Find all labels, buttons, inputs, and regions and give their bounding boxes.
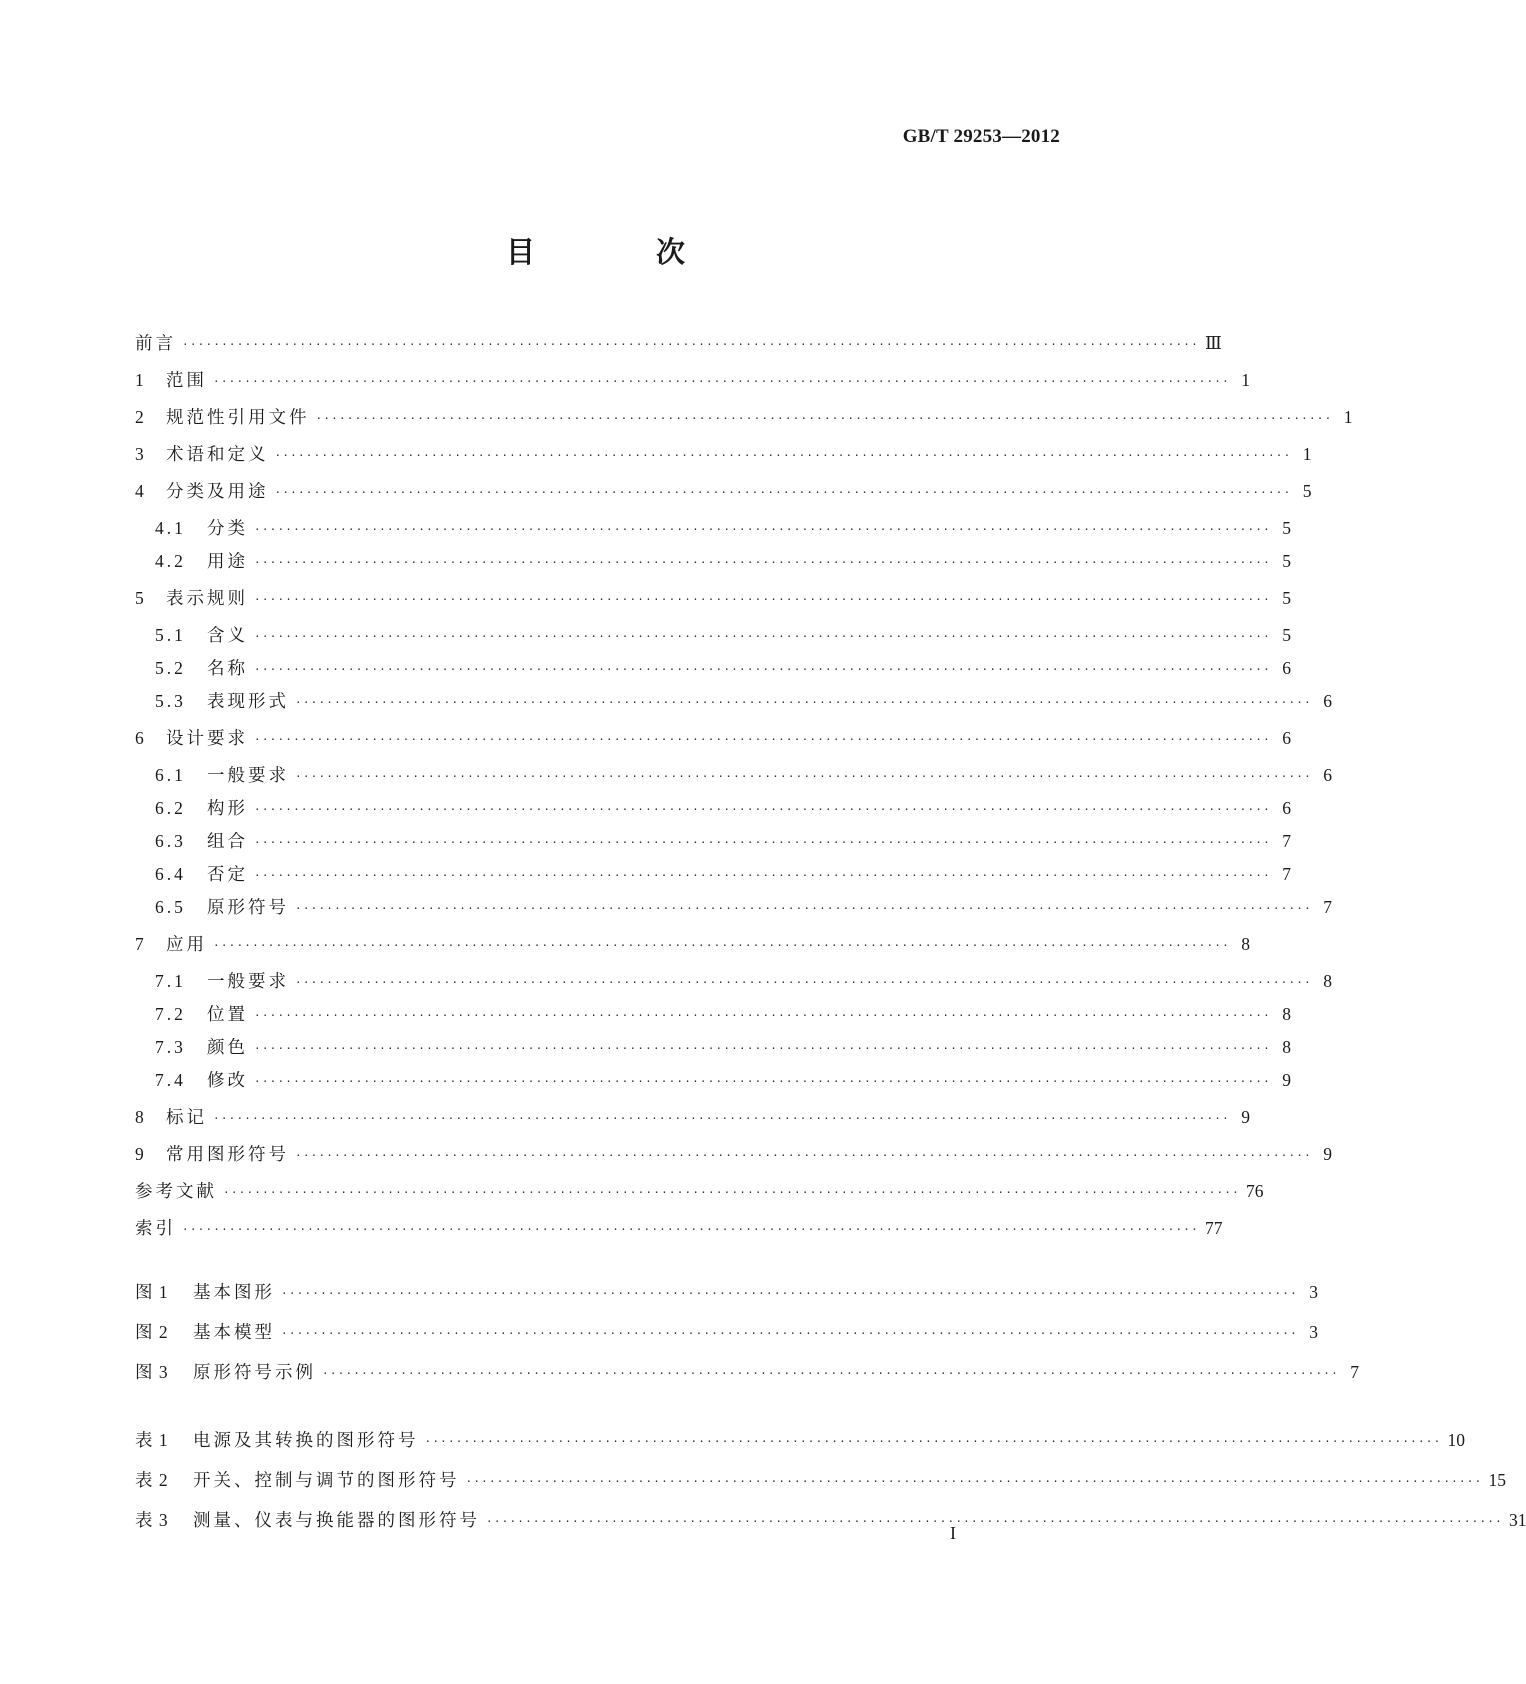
toc-entry-title: 表示规则 bbox=[166, 589, 248, 609]
toc-main-list bbox=[135, 332, 1353, 1242]
table-entry-number: 表 2 bbox=[135, 1470, 169, 1490]
toc-entry[interactable] bbox=[135, 797, 1291, 822]
figure-entry-title: 基本图形 bbox=[193, 1283, 275, 1303]
toc-entry[interactable] bbox=[135, 1143, 1332, 1168]
toc-entry-number: 5.3 bbox=[155, 691, 186, 711]
toc-entry-page: 8 bbox=[1282, 1004, 1291, 1024]
toc-entry-page: 8 bbox=[1282, 1037, 1291, 1057]
dot-leader: ·································································································································· bbox=[182, 338, 1199, 351]
toc-entry-title: 索引 bbox=[135, 1219, 176, 1239]
toc-entry-title: 表现形式 bbox=[207, 692, 289, 712]
toc-entry-title: 原形符号 bbox=[207, 898, 289, 918]
toc-entry[interactable] bbox=[135, 550, 1291, 575]
toc-entry-page: 7 bbox=[1282, 831, 1291, 851]
figure-entry-number: 图 2 bbox=[135, 1322, 169, 1342]
figure-entry-page: 3 bbox=[1309, 1322, 1318, 1342]
toc-entry-page: 76 bbox=[1245, 1181, 1264, 1201]
dot-leader: ·································································································································· bbox=[315, 412, 1333, 425]
toc-entry-page: 1 bbox=[1343, 407, 1353, 427]
dot-leader: ·································································································································· bbox=[254, 1042, 1271, 1055]
toc-entry[interactable] bbox=[135, 727, 1291, 752]
toc-entry-title: 修改 bbox=[207, 1071, 248, 1091]
toc-entry-title: 术语和定义 bbox=[166, 445, 269, 465]
toc-entry-title: 标记 bbox=[166, 1108, 207, 1128]
toc-entry[interactable] bbox=[135, 970, 1332, 995]
toc-entry-page: 9 bbox=[1241, 1107, 1250, 1127]
page-title: 目 次 bbox=[505, 235, 731, 269]
toc-entry-title: 组合 bbox=[207, 832, 248, 852]
toc-entry-page: 6 bbox=[1323, 765, 1332, 785]
dot-leader: ·································································································································· bbox=[295, 902, 1312, 915]
toc-entry-number: 6.1 bbox=[155, 765, 186, 785]
dot-leader: ·································································································································· bbox=[322, 1367, 1339, 1380]
toc-entry[interactable] bbox=[135, 830, 1291, 855]
toc-entry[interactable] bbox=[135, 406, 1353, 431]
toc-entry[interactable] bbox=[135, 690, 1332, 715]
dot-leader: ·································································································································· bbox=[295, 770, 1312, 783]
toc-figures-list bbox=[135, 1281, 1359, 1386]
dot-leader: ·································································································································· bbox=[281, 1287, 1298, 1300]
toc-entry-title: 前言 bbox=[135, 334, 176, 354]
dot-leader: ·································································································································· bbox=[213, 375, 1230, 388]
dot-leader: ·································································································································· bbox=[465, 1475, 1483, 1488]
toc-entry[interactable] bbox=[135, 1003, 1291, 1028]
figure-entry-page: 3 bbox=[1309, 1282, 1318, 1302]
toc-entry-title: 位置 bbox=[207, 1005, 248, 1025]
toc-entry-page: 6 bbox=[1282, 658, 1291, 678]
figure-entry-page: 7 bbox=[1350, 1362, 1359, 1382]
dot-leader: ·································································································································· bbox=[182, 1223, 1199, 1236]
dot-leader: ·································································································································· bbox=[295, 1149, 1312, 1162]
toc-entry-page: 8 bbox=[1241, 934, 1250, 954]
dot-leader: ·································································································································· bbox=[254, 523, 1271, 536]
toc-entry-title: 否定 bbox=[207, 865, 248, 885]
toc-entry-title: 名称 bbox=[207, 659, 248, 679]
table-entry-title: 电源及其转换的图形符号 bbox=[193, 1431, 419, 1451]
toc-entry-page: 7 bbox=[1282, 864, 1291, 884]
page-number: I bbox=[950, 1523, 956, 1543]
table-entry-page: 31 bbox=[1508, 1510, 1526, 1530]
toc-entry-number: 4.2 bbox=[155, 551, 186, 571]
dot-leader: ·································································································································· bbox=[254, 630, 1271, 643]
table-entry[interactable] bbox=[135, 1469, 1506, 1494]
toc-entry-title: 颜色 bbox=[207, 1038, 248, 1058]
toc-entry-number: 5.2 bbox=[155, 658, 186, 678]
toc-entry-number: 8 bbox=[135, 1107, 147, 1127]
toc-entry-page: 1 bbox=[1302, 444, 1312, 464]
toc-entry-page: 6 bbox=[1282, 728, 1291, 748]
toc-entry-page: 1 bbox=[1241, 370, 1250, 390]
table-entry[interactable] bbox=[135, 1429, 1465, 1454]
toc-entry-number: 4 bbox=[135, 481, 147, 501]
toc-entry[interactable] bbox=[135, 1036, 1291, 1061]
table-entry-title: 开关、控制与调节的图形符号 bbox=[193, 1471, 460, 1491]
figure-entry-number: 图 3 bbox=[135, 1362, 169, 1382]
toc-entry-number: 5.1 bbox=[155, 625, 186, 645]
toc-entry-page: 7 bbox=[1323, 897, 1332, 917]
toc-entry[interactable] bbox=[135, 332, 1222, 357]
toc-entry-title: 范围 bbox=[166, 371, 207, 391]
toc-entry-number: 1 bbox=[135, 370, 147, 390]
toc-entry[interactable] bbox=[135, 657, 1291, 682]
toc-entry[interactable] bbox=[135, 1069, 1291, 1094]
dot-leader: ·································································································································· bbox=[254, 663, 1271, 676]
toc-entry-number: 6.2 bbox=[155, 798, 186, 818]
toc-tables-list bbox=[135, 1429, 1526, 1534]
toc-entry-number: 7.1 bbox=[155, 971, 186, 991]
toc-entry[interactable] bbox=[135, 863, 1291, 888]
table-entry-number: 表 3 bbox=[135, 1510, 169, 1530]
toc-entry-title: 应用 bbox=[166, 935, 207, 955]
toc-entry-page: 5 bbox=[1282, 518, 1291, 538]
dot-leader: ·································································································································· bbox=[254, 1075, 1271, 1088]
toc-entry-number: 6.4 bbox=[155, 864, 186, 884]
toc-entry-title: 用途 bbox=[207, 552, 248, 572]
dot-leader: ·································································································································· bbox=[254, 556, 1271, 569]
toc-entry[interactable] bbox=[135, 624, 1291, 649]
dot-leader: ·································································································································· bbox=[274, 486, 1292, 499]
toc-entry[interactable] bbox=[135, 480, 1312, 505]
toc-entry-title: 分类 bbox=[207, 519, 248, 539]
toc-entry-page: 6 bbox=[1282, 798, 1291, 818]
toc-entry-page: 5 bbox=[1282, 625, 1291, 645]
toc-entry-page: 77 bbox=[1204, 1218, 1223, 1238]
toc-entry-title: 一般要求 bbox=[207, 972, 289, 992]
toc-entry-title: 一般要求 bbox=[207, 766, 289, 786]
toc-entry[interactable] bbox=[135, 1106, 1250, 1131]
toc-entry-number: 7 bbox=[135, 934, 147, 954]
table-entry-page: 10 bbox=[1447, 1430, 1465, 1450]
toc-entry-number: 6 bbox=[135, 728, 147, 748]
toc-entry[interactable] bbox=[135, 443, 1312, 468]
figure-entry-title: 原形符号示例 bbox=[193, 1363, 316, 1383]
toc-entry-number: 7.2 bbox=[155, 1004, 186, 1024]
dot-leader: ·································································································································· bbox=[254, 1009, 1271, 1022]
toc-entry-title: 含义 bbox=[207, 626, 248, 646]
figure-entry[interactable] bbox=[135, 1281, 1318, 1306]
standard-number: GB/T 29253—2012 bbox=[902, 126, 1060, 147]
dot-leader: ·································································································································· bbox=[274, 449, 1292, 462]
dot-leader: ·································································································································· bbox=[254, 593, 1271, 606]
table-entry-page: 15 bbox=[1488, 1470, 1506, 1490]
toc-entry-page: 8 bbox=[1323, 971, 1332, 991]
dot-leader: ·································································································································· bbox=[254, 803, 1271, 816]
toc-entry-page: 5 bbox=[1282, 551, 1291, 571]
dot-leader: ·································································································································· bbox=[486, 1515, 1503, 1528]
table-entry-title: 测量、仪表与换能器的图形符号 bbox=[193, 1511, 480, 1531]
dot-leader: ·································································································································· bbox=[281, 1327, 1298, 1340]
toc-entry-page: 5 bbox=[1302, 481, 1312, 501]
toc-entry[interactable] bbox=[135, 517, 1291, 542]
toc-entry-number: 4.1 bbox=[155, 518, 186, 538]
table-entry[interactable] bbox=[135, 1509, 1526, 1534]
figure-entry[interactable] bbox=[135, 1361, 1359, 1386]
toc-entry-number: 6.5 bbox=[155, 897, 186, 917]
toc-entry-title: 参考文献 bbox=[135, 1182, 217, 1202]
toc-entry-title: 常用图形符号 bbox=[166, 1145, 289, 1165]
figure-entry-number: 图 1 bbox=[135, 1282, 169, 1302]
toc-entry-title: 规范性引用文件 bbox=[166, 408, 310, 428]
toc-entry[interactable] bbox=[135, 896, 1332, 921]
toc-entry-page: Ⅲ bbox=[1204, 333, 1222, 353]
dot-leader: ·································································································································· bbox=[295, 696, 1312, 709]
toc-entry-title: 设计要求 bbox=[166, 729, 248, 749]
toc-entry-page: 6 bbox=[1323, 691, 1332, 711]
figure-entry-title: 基本模型 bbox=[193, 1323, 275, 1343]
toc-entry[interactable] bbox=[135, 1180, 1264, 1205]
toc-entry[interactable] bbox=[135, 933, 1250, 958]
toc-entry-number: 5 bbox=[135, 588, 147, 608]
figure-entry[interactable] bbox=[135, 1321, 1318, 1346]
toc-entry-number: 7.4 bbox=[155, 1070, 186, 1090]
toc-entry-number: 6.3 bbox=[155, 831, 186, 851]
toc-entry-page: 9 bbox=[1323, 1144, 1332, 1164]
toc-entry[interactable] bbox=[135, 1217, 1223, 1242]
toc-entry-number: 7.3 bbox=[155, 1037, 186, 1057]
dot-leader: ·································································································································· bbox=[424, 1435, 1442, 1448]
toc-entry-number: 9 bbox=[135, 1144, 147, 1164]
toc-entry-title: 构形 bbox=[207, 799, 248, 819]
dot-leader: ·································································································································· bbox=[295, 976, 1312, 989]
toc-entry[interactable] bbox=[135, 369, 1250, 394]
toc-entry-page: 9 bbox=[1282, 1070, 1291, 1090]
dot-leader: ·································································································································· bbox=[254, 733, 1271, 746]
dot-leader: ·································································································································· bbox=[213, 1112, 1230, 1125]
dot-leader: ·································································································································· bbox=[254, 869, 1271, 882]
dot-leader: ·································································································································· bbox=[254, 836, 1271, 849]
toc-entry-number: 3 bbox=[135, 444, 147, 464]
toc-entry-page: 5 bbox=[1282, 588, 1291, 608]
dot-leader: ·································································································································· bbox=[213, 939, 1230, 952]
toc-entry[interactable] bbox=[135, 587, 1291, 612]
table-entry-number: 表 1 bbox=[135, 1430, 169, 1450]
toc-entry[interactable] bbox=[135, 764, 1332, 789]
toc-entry-title: 分类及用途 bbox=[166, 482, 269, 502]
toc-entry-number: 2 bbox=[135, 407, 147, 427]
dot-leader: ·································································································································· bbox=[223, 1186, 1240, 1199]
